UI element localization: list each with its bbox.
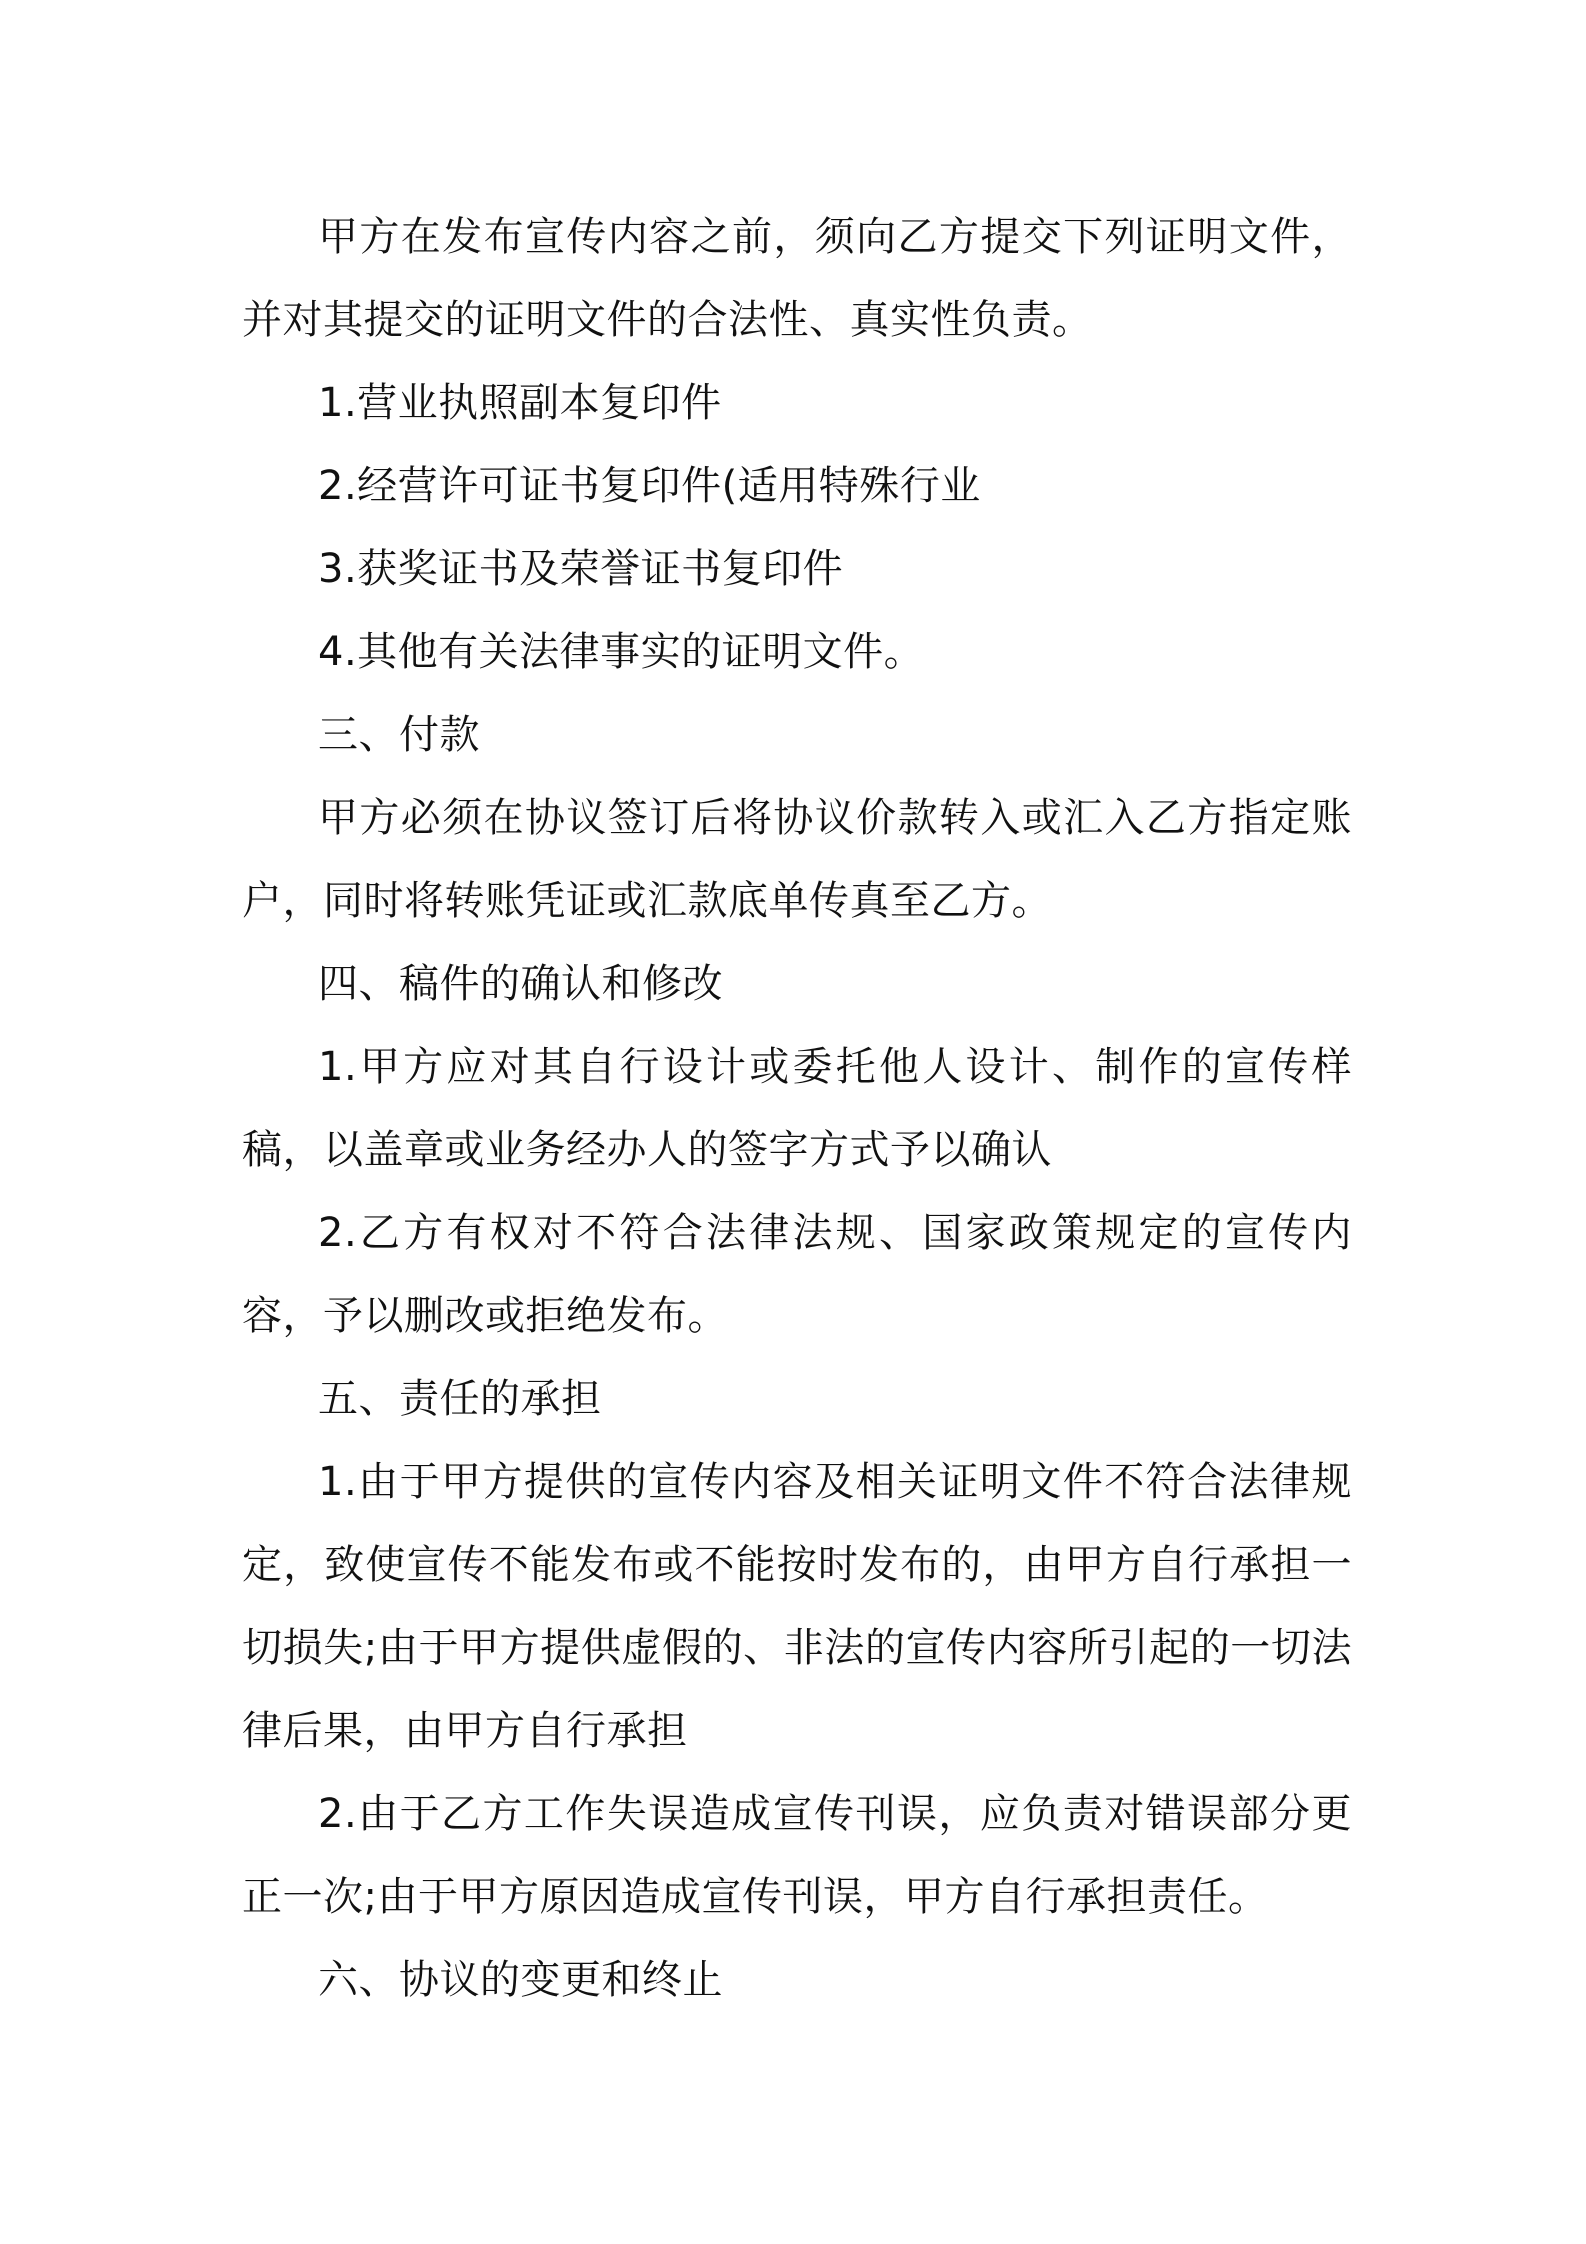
- document-body: [242, 196, 1352, 2022]
- section-heading-change-termination: 六、协议的变更和终止: [318, 1957, 723, 2003]
- clause-liability-2: 2.由于乙方工作失误造成宣传刊误，应负责对错误部分更正一次;由于甲方原因造成宣传刊误，甲方自行承担责任。: [242, 1791, 1352, 1920]
- clause-draft-confirmation-1: 1.甲方应对其自行设计或委托他人设计、制作的宣传样稿，以盖章或业务经办人的签字方式予以确认: [242, 1044, 1352, 1173]
- list-item-operating-permit: 2.经营许可证书复印件(适用特殊行业: [318, 463, 981, 509]
- list-item-business-license: 1.营业执照副本复印件: [318, 380, 722, 426]
- clause-draft-confirmation-2: 2.乙方有权对不符合法律法规、国家政策规定的宣传内容，予以删改或拒绝发布。: [242, 1210, 1352, 1339]
- paragraph-payment-terms: 甲方必须在协议签订后将协议价款转入或汇入乙方指定账户，同时将转账凭证或汇款底单传真至乙方。: [242, 795, 1352, 924]
- section-heading-draft-confirmation: 四、稿件的确认和修改: [318, 961, 723, 1007]
- clause-liability-1: 1.由于甲方提供的宣传内容及相关证明文件不符合法律规定，致使宣传不能发布或不能按时发布的，由甲方自行承担一切损失;由于甲方提供虚假的、非法的宣传内容所引起的一切法律后果，由甲方自行承担: [242, 1459, 1352, 1754]
- list-item-other-legal-documents: 4.其他有关法律事实的证明文件。: [318, 629, 925, 675]
- list-item-award-certificates: 3.获奖证书及荣誉证书复印件: [318, 546, 844, 592]
- paragraph-proof-documents-intro: 甲方在发布宣传内容之前，须向乙方提交下列证明文件，并对其提交的证明文件的合法性、真实性负责。: [242, 214, 1352, 343]
- section-heading-payment: 三、付款: [318, 712, 480, 758]
- section-heading-liability: 五、责任的承担: [318, 1376, 602, 1422]
